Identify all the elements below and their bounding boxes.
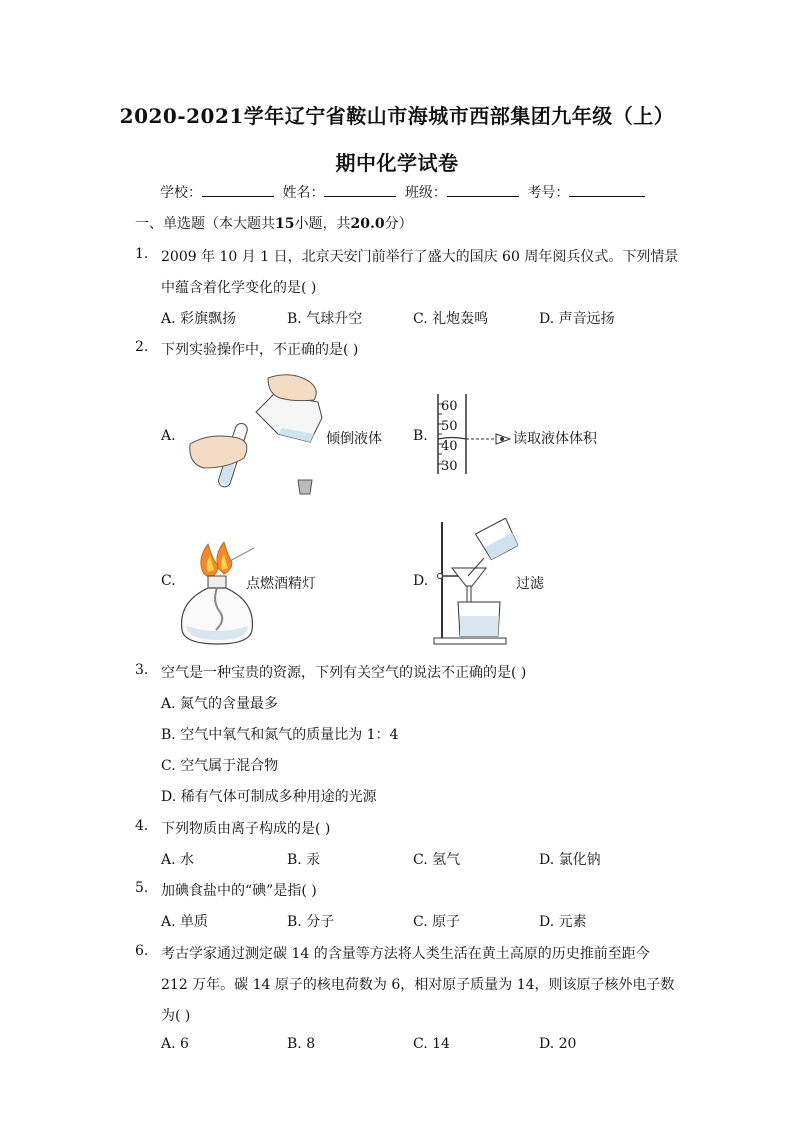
cylinder-tick-30: 30: [441, 459, 458, 474]
option-b: B. 汞: [287, 852, 321, 868]
section-mid: 小题，共: [294, 216, 351, 232]
question-number: 6.: [135, 943, 149, 959]
option-a: A. 6: [161, 1036, 189, 1052]
section-heading: [135, 213, 413, 233]
option-b: B. 分子: [287, 914, 335, 930]
name-label: 姓名：: [282, 185, 325, 201]
class-label: 班级：: [404, 185, 447, 201]
option-c: C.: [161, 573, 176, 589]
option-a: A. 彩旗飘扬: [161, 311, 237, 327]
caption-light-lamp: 点燃酒精灯: [246, 576, 316, 592]
question-number: 2.: [135, 339, 149, 355]
question-text-line: 下列实验操作中，不正确的是( ): [161, 342, 359, 358]
cylinder-tick-60: 60: [441, 399, 458, 414]
cylinder-tick-40: 40: [441, 439, 458, 454]
question-number: 4.: [135, 818, 149, 834]
question-text-line: 空气是一种宝贵的资源，下列有关空气的说法不正确的是( ): [161, 665, 527, 681]
pouring-liquid-illustration: [182, 372, 332, 500]
option-d: D. 20: [539, 1036, 577, 1052]
name-blank: [324, 184, 396, 197]
exam-title-line2: 期中化学试卷: [335, 151, 459, 175]
option-c: C. 空气属于混合物: [161, 758, 279, 774]
question-number: 1.: [135, 246, 149, 262]
alcohol-lamp-illustration: [178, 540, 258, 654]
question-text-line: 考古学家通过测定碳 14 的含量等方法将人类生活在黄土高原的历史推前至距今: [161, 946, 650, 962]
section-count: 15: [275, 216, 295, 232]
cylinder-tick-50: 50: [441, 419, 458, 434]
question-text-line: 212 万年。碳 14 原子的核电荷数为 6，相对原子质量为 14，则该原子核外电子数: [161, 977, 675, 993]
number-blank: [569, 184, 645, 197]
question-text-line: 2009 年 10 月 1 日，北京天安门前举行了盛大的国庆 60 周年阅兵仪式。下列情景: [161, 249, 679, 265]
question-text-line: 加碘食盐中的“碘”是指( ): [161, 883, 317, 899]
school-label: 学校：: [160, 185, 202, 201]
option-c: C. 14: [413, 1036, 450, 1052]
option-d: D.: [413, 573, 429, 589]
option-a: A. 单质: [161, 914, 209, 930]
caption-filtration: 过滤: [516, 576, 544, 592]
caption-read-volume: 读取液体体积: [513, 431, 597, 447]
question-number: 3.: [135, 662, 149, 678]
section-prefix: 一、单选题（本大题共: [135, 216, 275, 232]
option-b: B.: [413, 428, 428, 444]
section-suffix: 分）: [384, 216, 413, 232]
caption-pour-liquid: 倾倒液体: [326, 431, 382, 447]
option-c: C. 礼炮轰鸣: [413, 311, 489, 327]
option-d: D. 稀有气体可制成多种用途的光源: [161, 789, 377, 805]
question-text-line: 为( ): [161, 1008, 191, 1024]
question-text-line: 中蕴含着化学变化的是( ): [161, 280, 317, 296]
option-d: D. 元素: [539, 914, 587, 930]
option-b: B. 空气中氧气和氮气的质量比为 1：4: [161, 727, 399, 743]
option-b: B. 8: [287, 1036, 316, 1052]
option-d: D. 氯化钠: [539, 852, 601, 868]
option-c: C. 原子: [413, 914, 461, 930]
school-blank: [202, 184, 274, 197]
option-c: C. 氢气: [413, 852, 461, 868]
option-b: B. 气球升空: [287, 311, 363, 327]
exam-title-line1: 2020-2021学年辽宁省鞍山市海城市西部集团九年级（上）: [119, 104, 675, 128]
class-blank: [447, 184, 519, 197]
option-a: A.: [161, 428, 176, 444]
question-number: 5.: [135, 880, 149, 896]
question-text-line: 下列物质由离子构成的是( ): [161, 821, 331, 837]
option-a: A. 氮气的含量最多: [161, 696, 279, 712]
number-label: 考号：: [527, 185, 570, 201]
option-d: D. 声音远扬: [539, 311, 615, 327]
student-info-row: [160, 182, 649, 202]
section-score: 20.0: [350, 216, 385, 232]
filtration-illustration: [428, 518, 518, 646]
option-a: A. 水: [161, 852, 195, 868]
